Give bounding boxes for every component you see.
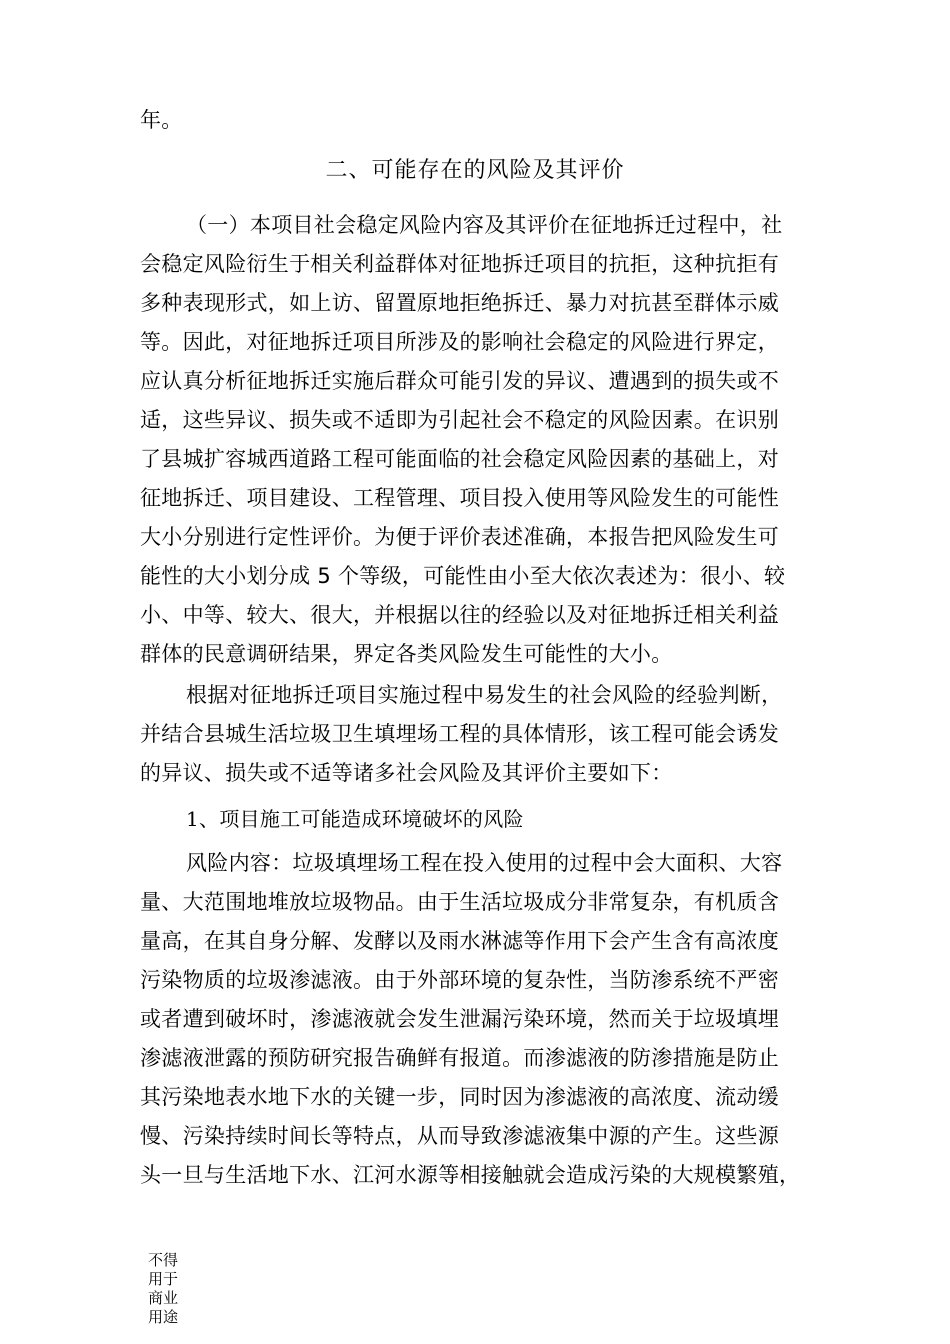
paragraph-line: 并结合县城生活垃圾卫生填埋场工程的具体情形，该工程可能会诱发 [140,722,779,746]
subsection-heading: 1、项目施工可能造成环境破坏的风险 [186,807,524,831]
paragraph-line: 了县城扩容城西道路工程可能面临的社会稳定风险因素的基础上，对 [140,447,779,471]
paragraph-line: 适，这些异议、损失或不适即为引起社会不稳定的风险因素。在识别 [140,408,779,432]
paragraph-line: 或者遭到破坏时，渗滤液就会发生泄漏污染环境，然而关于垃圾填埋 [140,1007,779,1031]
paragraph-line: （一）本项目社会稳定风险内容及其评价在征地拆迁过程中，社 [186,213,783,237]
paragraph-line: 慢、污染持续时间长等特点，从而导致渗滤液集中源的产生。这些源 [140,1124,779,1148]
footer-note-line: 不得 [148,1251,179,1269]
paragraph-line: 小、中等、较大、很大，并根据以往的经验以及对征地拆迁相关利益 [140,603,779,627]
paragraph-line: 应认真分析征地拆迁实施后群众可能引发的异议、遭遇到的损失或不 [140,369,779,393]
paragraph-line: 征地拆迁、项目建设、工程管理、项目投入使用等风险发生的可能性 [140,486,779,510]
paragraph-line: 渗滤液泄露的预防研究报告确鲜有报道。而渗滤液的防渗措施是防止 [140,1046,779,1070]
footer-note-line: 用于 [148,1270,179,1288]
paragraph-line: 根据对征地拆迁项目实施过程中易发生的社会风险的经验判断， [186,683,783,707]
paragraph-line: 头一旦与生活地下水、江河水源等相接触就会造成污染的大规模繁殖， [140,1163,801,1187]
paragraph-line: 会稳定风险衍生于相关利益群体对征地拆迁项目的抗拒，这种抗拒有 [140,252,779,276]
footer-note-line: 用途 [148,1308,179,1326]
paragraph-line: 量、大范围地堆放垃圾物品。由于生活垃圾成分非常复杂，有机质含 [140,890,779,914]
footer-note [148,1251,188,1327]
paragraph-line: 群体的民意调研结果，界定各类风险发生可能性的大小。 [140,642,673,666]
paragraph-line: 等。因此，对征地拆迁项目所涉及的影响社会稳定的风险进行界定， [140,330,779,354]
paragraph-line: 多种表现形式，如上访、留置原地拒绝拆迁、暴力对抗甚至群体示威 [140,291,779,315]
carryover-line: 年。 [140,108,183,132]
paragraph-line: 其污染地表水地下水的关键一步，同时因为渗滤液的高浓度、流动缓 [140,1085,779,1109]
paragraph-line: 大小分别进行定性评价。为便于评价表述准确，本报告把风险发生可 [140,525,779,549]
footer-note-line: 商业 [148,1289,179,1307]
paragraph-line: 量高，在其自身分解、发酵以及雨水淋滤等作用下会产生含有高浓度 [140,929,779,953]
paragraph-line: 污染物质的垃圾渗滤液。由于外部环境的复杂性，当防渗系统不严密 [140,968,779,992]
paragraph-line: 风险内容：垃圾填埋场工程在投入使用的过程中会大面积、大容 [186,851,783,875]
paragraph-line: 的异议、损失或不适等诸多社会风险及其评价主要如下： [140,761,673,785]
section-heading: 二、可能存在的风险及其评价 [325,158,625,183]
paragraph-line: 能性的大小划分成 5 个等级，可能性由小至大依次表述为：很小、较 [140,564,786,588]
